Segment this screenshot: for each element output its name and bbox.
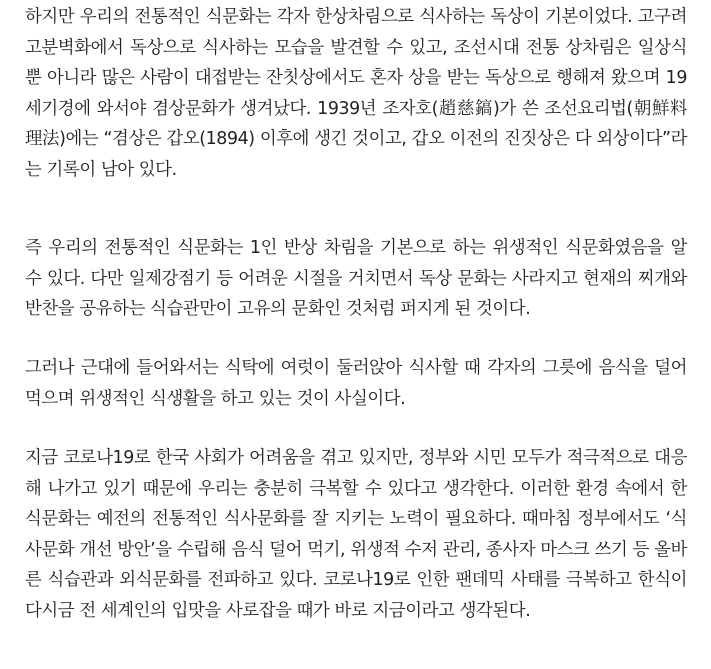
article-paragraph-1	[25, 2, 687, 185]
text-line: 식문화는 예전의 전통적인 식사문화를 잘 지키는 노력이 필요하다. 때마침 정부에서도 ‘식	[25, 509, 687, 529]
text-line: 理法)에는 “겸상은 갑오(1894) 이후에 생긴 것이고, 갑오 이전의 진짓상은 다 외상이다”라	[25, 129, 687, 149]
text-line: 는 기록이 남아 있다.	[25, 159, 177, 180]
text-line: 른 식습관과 외식문화를 전파하고 있다. 코로나19로 인한 팬데믹 사태를 극복하고 한식이	[25, 570, 687, 590]
text-line: 그러나 근대에 들어와서는 식탁에 여럿이 둘러앉아 식사할 때 각자의 그릇에 음식을 덜어	[25, 358, 687, 378]
text-line: 사문화 개선 방안’을 수립해 음식 덜어 먹기, 위생적 수저 관리, 종사자 마스크 쓰기 등 올바	[25, 539, 687, 560]
text-line: 지금 코로나19로 한국 사회가 어려움을 겪고 있지만, 정부와 시민 모두가 적극적으로 대응	[25, 448, 687, 468]
text-line: 하지만 우리의 전통적인 식문화는 각자 한상차림으로 식사하는 독상이 기본이었다. 고구려	[25, 7, 687, 27]
text-line: 세기경에 와서야 겸상문화가 생겨났다. 1939년 조자호(趙慈鎬)가 쓴 조선요리법(朝鮮料	[25, 98, 687, 119]
text-line: 즉 우리의 전통적인 식문화는 1인 반상 차림을 기본으로 하는 위생적인 식문화였음을 알	[25, 238, 687, 258]
article-paragraph-2	[25, 233, 687, 325]
text-line: 해 나가고 있기 때문에 우리는 충분히 극복할 수 있다고 생각한다. 이러한 환경 속에서 한	[25, 478, 687, 499]
text-line: 먹으며 위생적인 식생활을 하고 있는 것이 사실이다.	[25, 388, 406, 409]
text-line: 수 있다. 다만 일제강점기 등 어려운 시절을 거치면서 독상 문화는 사라지고 현재의 찌개와	[25, 268, 687, 289]
article-paragraph-4	[25, 443, 687, 626]
text-line: 뿐 아니라 많은 사람이 대접받는 잔칫상에서도 혼자 상을 받는 독상으로 행해져 왔으며 19	[25, 68, 687, 88]
text-line: 반찬을 공유하는 식습관만이 고유의 문화인 것처럼 퍼지게 된 것이다.	[25, 299, 531, 319]
article-paragraph-3	[25, 353, 687, 414]
text-line: 다시금 전 세계인의 입맛을 사로잡을 때가 바로 지금이라고 생각된다.	[25, 600, 531, 621]
text-line: 고분벽화에서 독상으로 식사하는 모습을 발견할 수 있고, 조선시대 전통 상차림은 일상식	[25, 37, 687, 58]
